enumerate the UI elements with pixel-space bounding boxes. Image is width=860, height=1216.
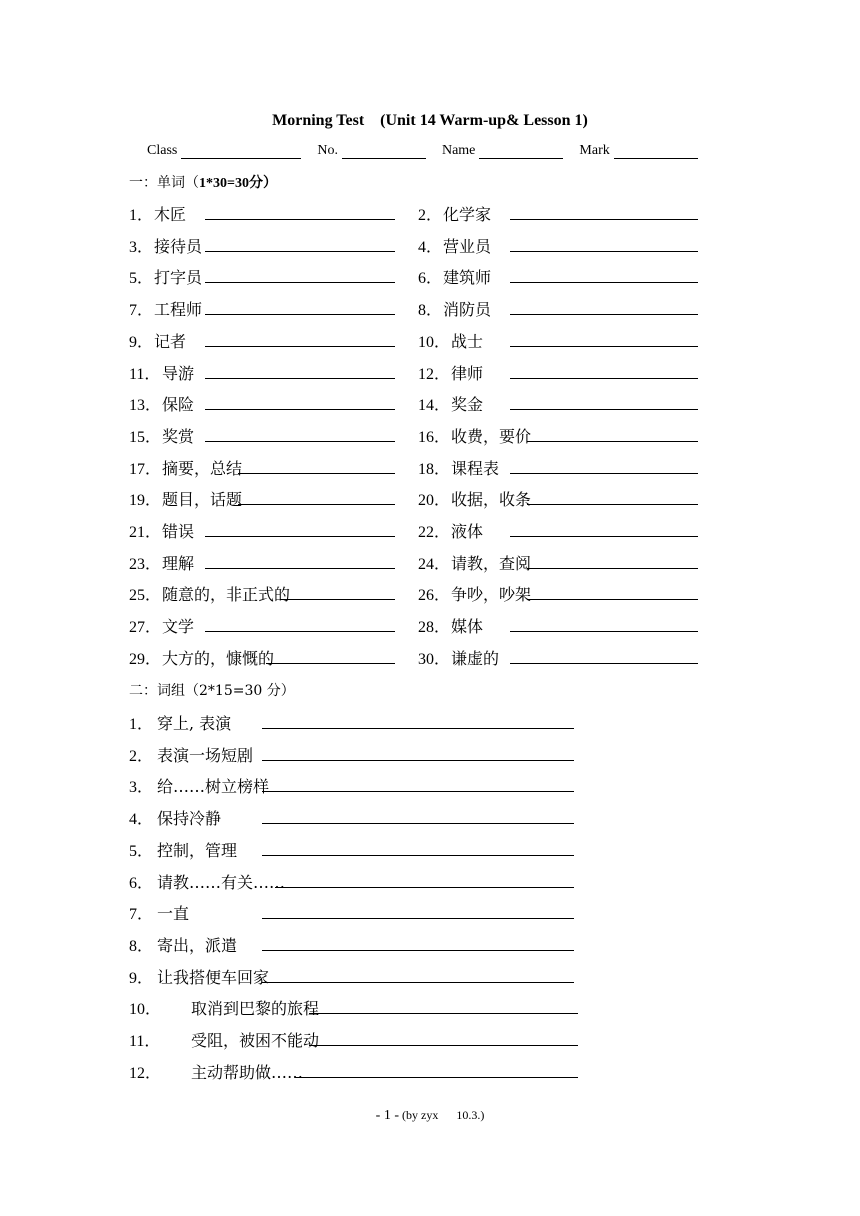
item-term: 给……树立榜样	[157, 777, 270, 797]
item-term: 寄出，派遣	[157, 935, 238, 955]
vocab-item	[418, 265, 698, 288]
phrase-item	[129, 1060, 578, 1080]
item-term: 一直	[157, 904, 190, 924]
answer-blank[interactable]	[205, 441, 395, 442]
item-number: 25．	[129, 587, 162, 605]
item-number: 7．	[129, 302, 154, 320]
phrase-item	[129, 743, 574, 763]
vocab-item	[129, 392, 395, 415]
answer-blank[interactable]	[262, 950, 574, 951]
phrase-item	[129, 838, 574, 858]
answer-blank[interactable]	[262, 982, 574, 983]
vocab-item	[418, 551, 698, 571]
answer-blank[interactable]	[238, 473, 395, 474]
item-term: 液体	[451, 522, 484, 541]
vocab-item	[418, 392, 698, 415]
item-term: 争吵，吵架	[451, 585, 532, 605]
answer-blank[interactable]	[527, 599, 698, 600]
answer-blank[interactable]	[238, 504, 395, 505]
phrase-item	[129, 996, 578, 1019]
answer-blank[interactable]	[527, 441, 698, 442]
item-number: 3．	[129, 779, 154, 797]
item-number: 9．	[129, 333, 154, 351]
vocab-item	[129, 202, 395, 222]
item-number: 14．	[418, 397, 451, 415]
item-number: 8．	[129, 937, 154, 955]
item-number: 4．	[418, 238, 443, 256]
phrase-item	[129, 774, 574, 797]
mark-label: Mark	[579, 143, 610, 158]
item-term: 奖金	[451, 395, 484, 415]
item-number: 12．	[129, 1064, 162, 1082]
answer-blank[interactable]	[510, 282, 698, 283]
item-term: 错误	[162, 522, 195, 541]
item-term: 请教……有关……	[157, 872, 286, 892]
item-term: 收据，收条	[451, 490, 532, 510]
item-number: 19．	[129, 492, 162, 510]
answer-blank[interactable]	[309, 1013, 578, 1014]
item-term: 战士	[451, 331, 484, 351]
vocab-item	[129, 361, 395, 381]
item-number: 20．	[418, 492, 451, 510]
phrase-item	[129, 901, 574, 924]
item-term: 大方的，慷慨的	[162, 648, 275, 668]
answer-blank[interactable]	[510, 219, 698, 220]
item-term: 木匠	[154, 205, 187, 224]
item-number: 11．	[129, 365, 161, 383]
vocab-item	[418, 202, 698, 222]
item-number: 1．	[129, 716, 154, 733]
answer-blank[interactable]	[280, 599, 395, 600]
item-term: 文学	[162, 617, 195, 637]
item-number: 9．	[129, 969, 154, 987]
item-number: 10．	[418, 333, 451, 351]
vocab-item	[418, 582, 698, 605]
answer-blank[interactable]	[510, 473, 698, 474]
vocab-item	[418, 646, 698, 666]
item-number: 5．	[129, 842, 154, 860]
vocab-item	[129, 424, 395, 444]
item-term: 课程表	[451, 458, 500, 478]
item-number: 5．	[129, 270, 154, 288]
item-term: 收费，要价	[451, 426, 532, 446]
answer-blank[interactable]	[510, 536, 698, 537]
item-number: 30．	[418, 650, 451, 668]
page-footer	[0, 1108, 860, 1124]
number-blank[interactable]	[342, 144, 426, 159]
item-term: 主动帮助做……	[191, 1062, 304, 1082]
item-number: 2．	[129, 747, 154, 765]
vocab-item	[129, 297, 395, 320]
item-number: 28．	[418, 619, 451, 637]
vocab-item	[418, 361, 698, 381]
phrase-item	[129, 1028, 578, 1048]
vocab-item	[418, 519, 698, 539]
answer-blank[interactable]	[262, 760, 574, 761]
item-number: 6．	[418, 270, 443, 288]
answer-blank[interactable]	[205, 251, 395, 252]
section2-heading: 二：词组（2*15=30 分）	[129, 683, 295, 699]
item-number: 18．	[418, 460, 451, 478]
vocab-item	[129, 234, 395, 254]
item-term: 律师	[451, 363, 484, 383]
item-term: 工程师	[154, 300, 203, 320]
vocab-item	[418, 297, 698, 320]
item-term: 媒体	[451, 617, 484, 637]
item-term: 奖赏	[162, 426, 195, 446]
answer-blank[interactable]	[262, 791, 574, 792]
item-number: 11．	[129, 1033, 161, 1050]
answer-blank[interactable]	[295, 1077, 578, 1078]
vocab-item	[418, 234, 698, 254]
answer-blank[interactable]	[205, 631, 395, 632]
vocab-item	[418, 614, 698, 637]
answer-blank[interactable]	[262, 855, 574, 856]
class-blank[interactable]	[181, 144, 301, 159]
answer-blank[interactable]	[510, 346, 698, 347]
item-term: 化学家	[443, 205, 492, 224]
item-term: 摘要，总结	[162, 458, 243, 478]
answer-blank[interactable]	[510, 251, 698, 252]
answer-blank[interactable]	[527, 568, 698, 569]
item-number: 2．	[418, 207, 443, 224]
name-label: Name	[441, 143, 476, 158]
answer-blank[interactable]	[205, 409, 395, 410]
vocab-item	[418, 329, 698, 349]
item-number: 4．	[129, 811, 154, 829]
vocab-item	[129, 551, 395, 571]
item-term: 取消到巴黎的旅程	[191, 999, 320, 1019]
vocab-item	[418, 487, 698, 510]
item-number: 7．	[129, 906, 154, 924]
answer-blank[interactable]	[510, 631, 698, 632]
item-number: 21．	[129, 524, 162, 541]
answer-blank[interactable]	[205, 314, 395, 315]
phrase-item	[129, 711, 574, 731]
item-term: 受阻，被困不能动	[191, 1031, 320, 1050]
answer-blank[interactable]	[262, 918, 574, 919]
item-term: 让我搭便车回家	[157, 967, 270, 987]
item-number: 1．	[129, 207, 154, 224]
item-term: 理解	[162, 553, 195, 573]
page-title: Morning Test (Unit 14 Warm-up& Lesson 1)	[272, 112, 588, 129]
phrase-item	[129, 965, 574, 985]
vocab-item	[129, 582, 395, 605]
number-label: No.	[317, 143, 338, 158]
answer-blank[interactable]	[510, 409, 698, 410]
answer-blank[interactable]	[205, 536, 395, 537]
vocab-item	[129, 487, 395, 510]
item-number: 3．	[129, 238, 154, 256]
item-number: 23．	[129, 555, 162, 573]
item-term: 建筑师	[443, 268, 492, 288]
section1-heading: 一：单词（1*30=30分）	[129, 175, 277, 191]
item-term: 消防员	[443, 300, 492, 320]
item-number: 8．	[418, 302, 443, 320]
vocab-item	[129, 519, 395, 539]
answer-blank[interactable]	[262, 728, 574, 729]
class-label: Class	[147, 143, 178, 158]
item-number: 13．	[129, 397, 162, 415]
vocab-item	[129, 456, 395, 476]
answer-blank[interactable]	[205, 346, 395, 347]
item-term: 控制，管理	[157, 840, 238, 860]
item-number: 12．	[418, 365, 451, 383]
item-number: 10．	[129, 1001, 162, 1019]
answer-blank[interactable]	[510, 314, 698, 315]
item-term: 保持冷静	[157, 809, 222, 829]
item-term: 营业员	[443, 236, 492, 256]
item-number: 17．	[129, 460, 162, 478]
item-term: 题目，话题	[162, 490, 243, 510]
item-term: 保险	[162, 395, 195, 415]
item-number: 26．	[418, 587, 451, 605]
page-number: - 1 -	[375, 1108, 399, 1123]
item-term: 穿上, 表演	[157, 714, 232, 733]
student-info-line	[147, 143, 698, 159]
name-blank[interactable]	[479, 144, 563, 159]
phrase-item	[129, 870, 574, 890]
vocab-item	[129, 265, 395, 288]
answer-blank[interactable]	[205, 568, 395, 569]
item-term: 接待员	[154, 236, 203, 256]
vocab-item	[129, 614, 395, 637]
answer-blank[interactable]	[510, 663, 698, 664]
answer-blank[interactable]	[262, 823, 574, 824]
vocab-item	[418, 424, 698, 444]
answer-blank[interactable]	[266, 663, 395, 664]
item-term: 表演一场短剧	[157, 745, 254, 765]
answer-blank[interactable]	[309, 1045, 578, 1046]
item-term: 随意的，非正式的	[162, 585, 291, 605]
item-term: 请教，查阅	[451, 553, 532, 573]
item-number: 6．	[129, 874, 154, 892]
answer-blank[interactable]	[510, 378, 698, 379]
answer-blank[interactable]	[205, 378, 395, 379]
answer-blank[interactable]	[275, 887, 574, 888]
vocab-item	[418, 456, 698, 476]
item-number: 29．	[129, 650, 162, 668]
item-number: 15．	[129, 428, 162, 446]
item-number: 22．	[418, 524, 451, 541]
item-number: 24．	[418, 555, 451, 573]
answer-blank[interactable]	[205, 219, 395, 220]
mark-blank[interactable]	[614, 144, 698, 159]
item-number: 27．	[129, 619, 162, 637]
vocab-item	[129, 329, 395, 349]
item-term: 谦虚的	[451, 648, 500, 668]
phrase-item	[129, 933, 574, 953]
item-term: 记者	[154, 331, 187, 351]
footer-credit: (by zyx 10.3.)	[399, 1108, 485, 1122]
answer-blank[interactable]	[527, 504, 698, 505]
item-number: 16．	[418, 428, 451, 446]
vocab-item	[129, 646, 395, 666]
item-term: 打字员	[154, 268, 203, 288]
phrase-item	[129, 806, 574, 829]
answer-blank[interactable]	[205, 282, 395, 283]
item-term: 导游	[162, 363, 195, 383]
